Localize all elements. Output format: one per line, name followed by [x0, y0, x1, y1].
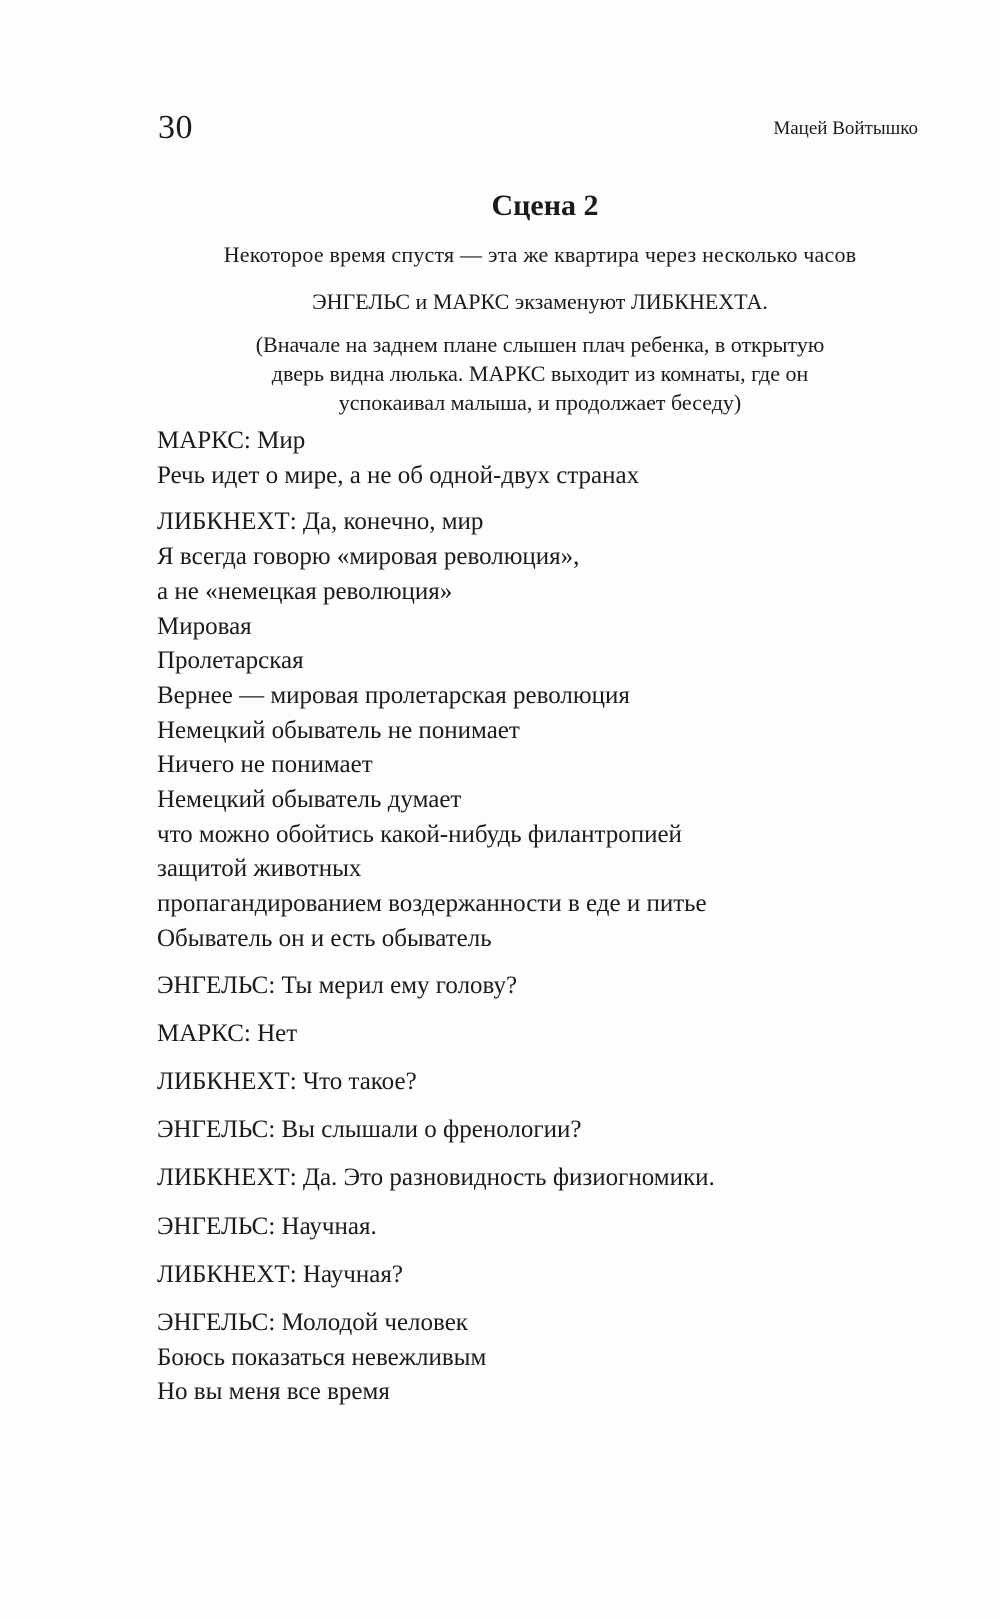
dialogue-line: МАРКС: Мир [157, 427, 306, 454]
speech-block [157, 969, 957, 1004]
dialogue-line: ЛИБКНЕХТ: Да. Это разновидность физиогномики. [157, 1164, 715, 1192]
time-note: Некоторое время спустя — эта же квартира через несколько часов [223, 242, 857, 267]
dialogue-line: а не «немецкая революция» [157, 577, 453, 605]
dialogue-line: Пролетарская [157, 647, 304, 675]
dialogue-line: МАРКС: Нет [157, 1019, 298, 1047]
dialogue-line: Обыватель он и есть обыватель [157, 924, 492, 952]
speech-block [157, 424, 957, 493]
dialogue-line: Немецкий обыватель думает [157, 786, 462, 814]
dialogue-line: Я всегда говорю «мировая революция», [157, 543, 580, 571]
stage-direction-line: (Вначале на заднем плане слышен плач ребенка, в открытую [255, 332, 825, 357]
dialogue-line: Речь идет о мире, а не об одной-двух странах [157, 461, 640, 489]
running-head-author: Мацей Войтышко [773, 118, 918, 139]
dialogue-line: ЛИБКНЕХТ: Да, конечно, мир [157, 508, 484, 536]
page-number: 30 [158, 109, 193, 146]
speech-block [157, 1161, 957, 1196]
speech-block [157, 505, 957, 956]
dialogue-line: Мировая [157, 612, 252, 640]
speech-block [157, 1065, 957, 1100]
dialogue-line: ЭНГЕЛЬС: Научная. [157, 1212, 377, 1240]
dialogue-line: Немецкий обыватель не понимает [157, 716, 520, 744]
dialogue-line: ЭНГЕЛЬС: Ты мерил ему голову? [157, 971, 518, 999]
dialogue-line: ЭНГЕЛЬС: Вы слышали о френологии? [157, 1116, 582, 1144]
cast-note: ЭНГЕЛЬС и МАРКС экзаменуют ЛИБКНЕХТА. [312, 289, 768, 314]
dialogue-line: ЭНГЕЛЬС: Молодой человек [157, 1308, 468, 1336]
speech-block [157, 1113, 957, 1148]
dialogue-line: Но вы меня все время [157, 1378, 390, 1406]
speech-block [157, 1306, 957, 1410]
dialogue-line: Боюсь показаться невежливым [157, 1343, 487, 1371]
dialogue-line: защитой животных [157, 855, 362, 883]
page-header [158, 106, 918, 150]
dialogue-line: ЛИБКНЕХТ: Научная? [157, 1260, 403, 1288]
dialogue [157, 424, 957, 1422]
speech-block [157, 1258, 957, 1293]
speech-block [157, 1210, 957, 1245]
dialogue-line: Ничего не понимает [157, 751, 373, 779]
stage-direction-line: дверь видна люлька. МАРКС выходит из комнаты, где он [271, 361, 809, 386]
dialogue-line: что можно обойтись какой-нибудь филантропией [157, 820, 682, 848]
dialogue-line: ЛИБКНЕХТ: Что такое? [157, 1067, 417, 1095]
dialogue-line: Вернее — мировая пролетарская революция [157, 681, 630, 709]
stage-direction-line: успокаивал малыша, и продолжает беседу) [338, 390, 742, 415]
speech-block [157, 1017, 957, 1052]
stage-direction [140, 330, 940, 417]
dialogue-line: пропагандированием воздержанности в еде и питье [157, 890, 707, 918]
scene-title: Сцена 2 [491, 189, 599, 222]
